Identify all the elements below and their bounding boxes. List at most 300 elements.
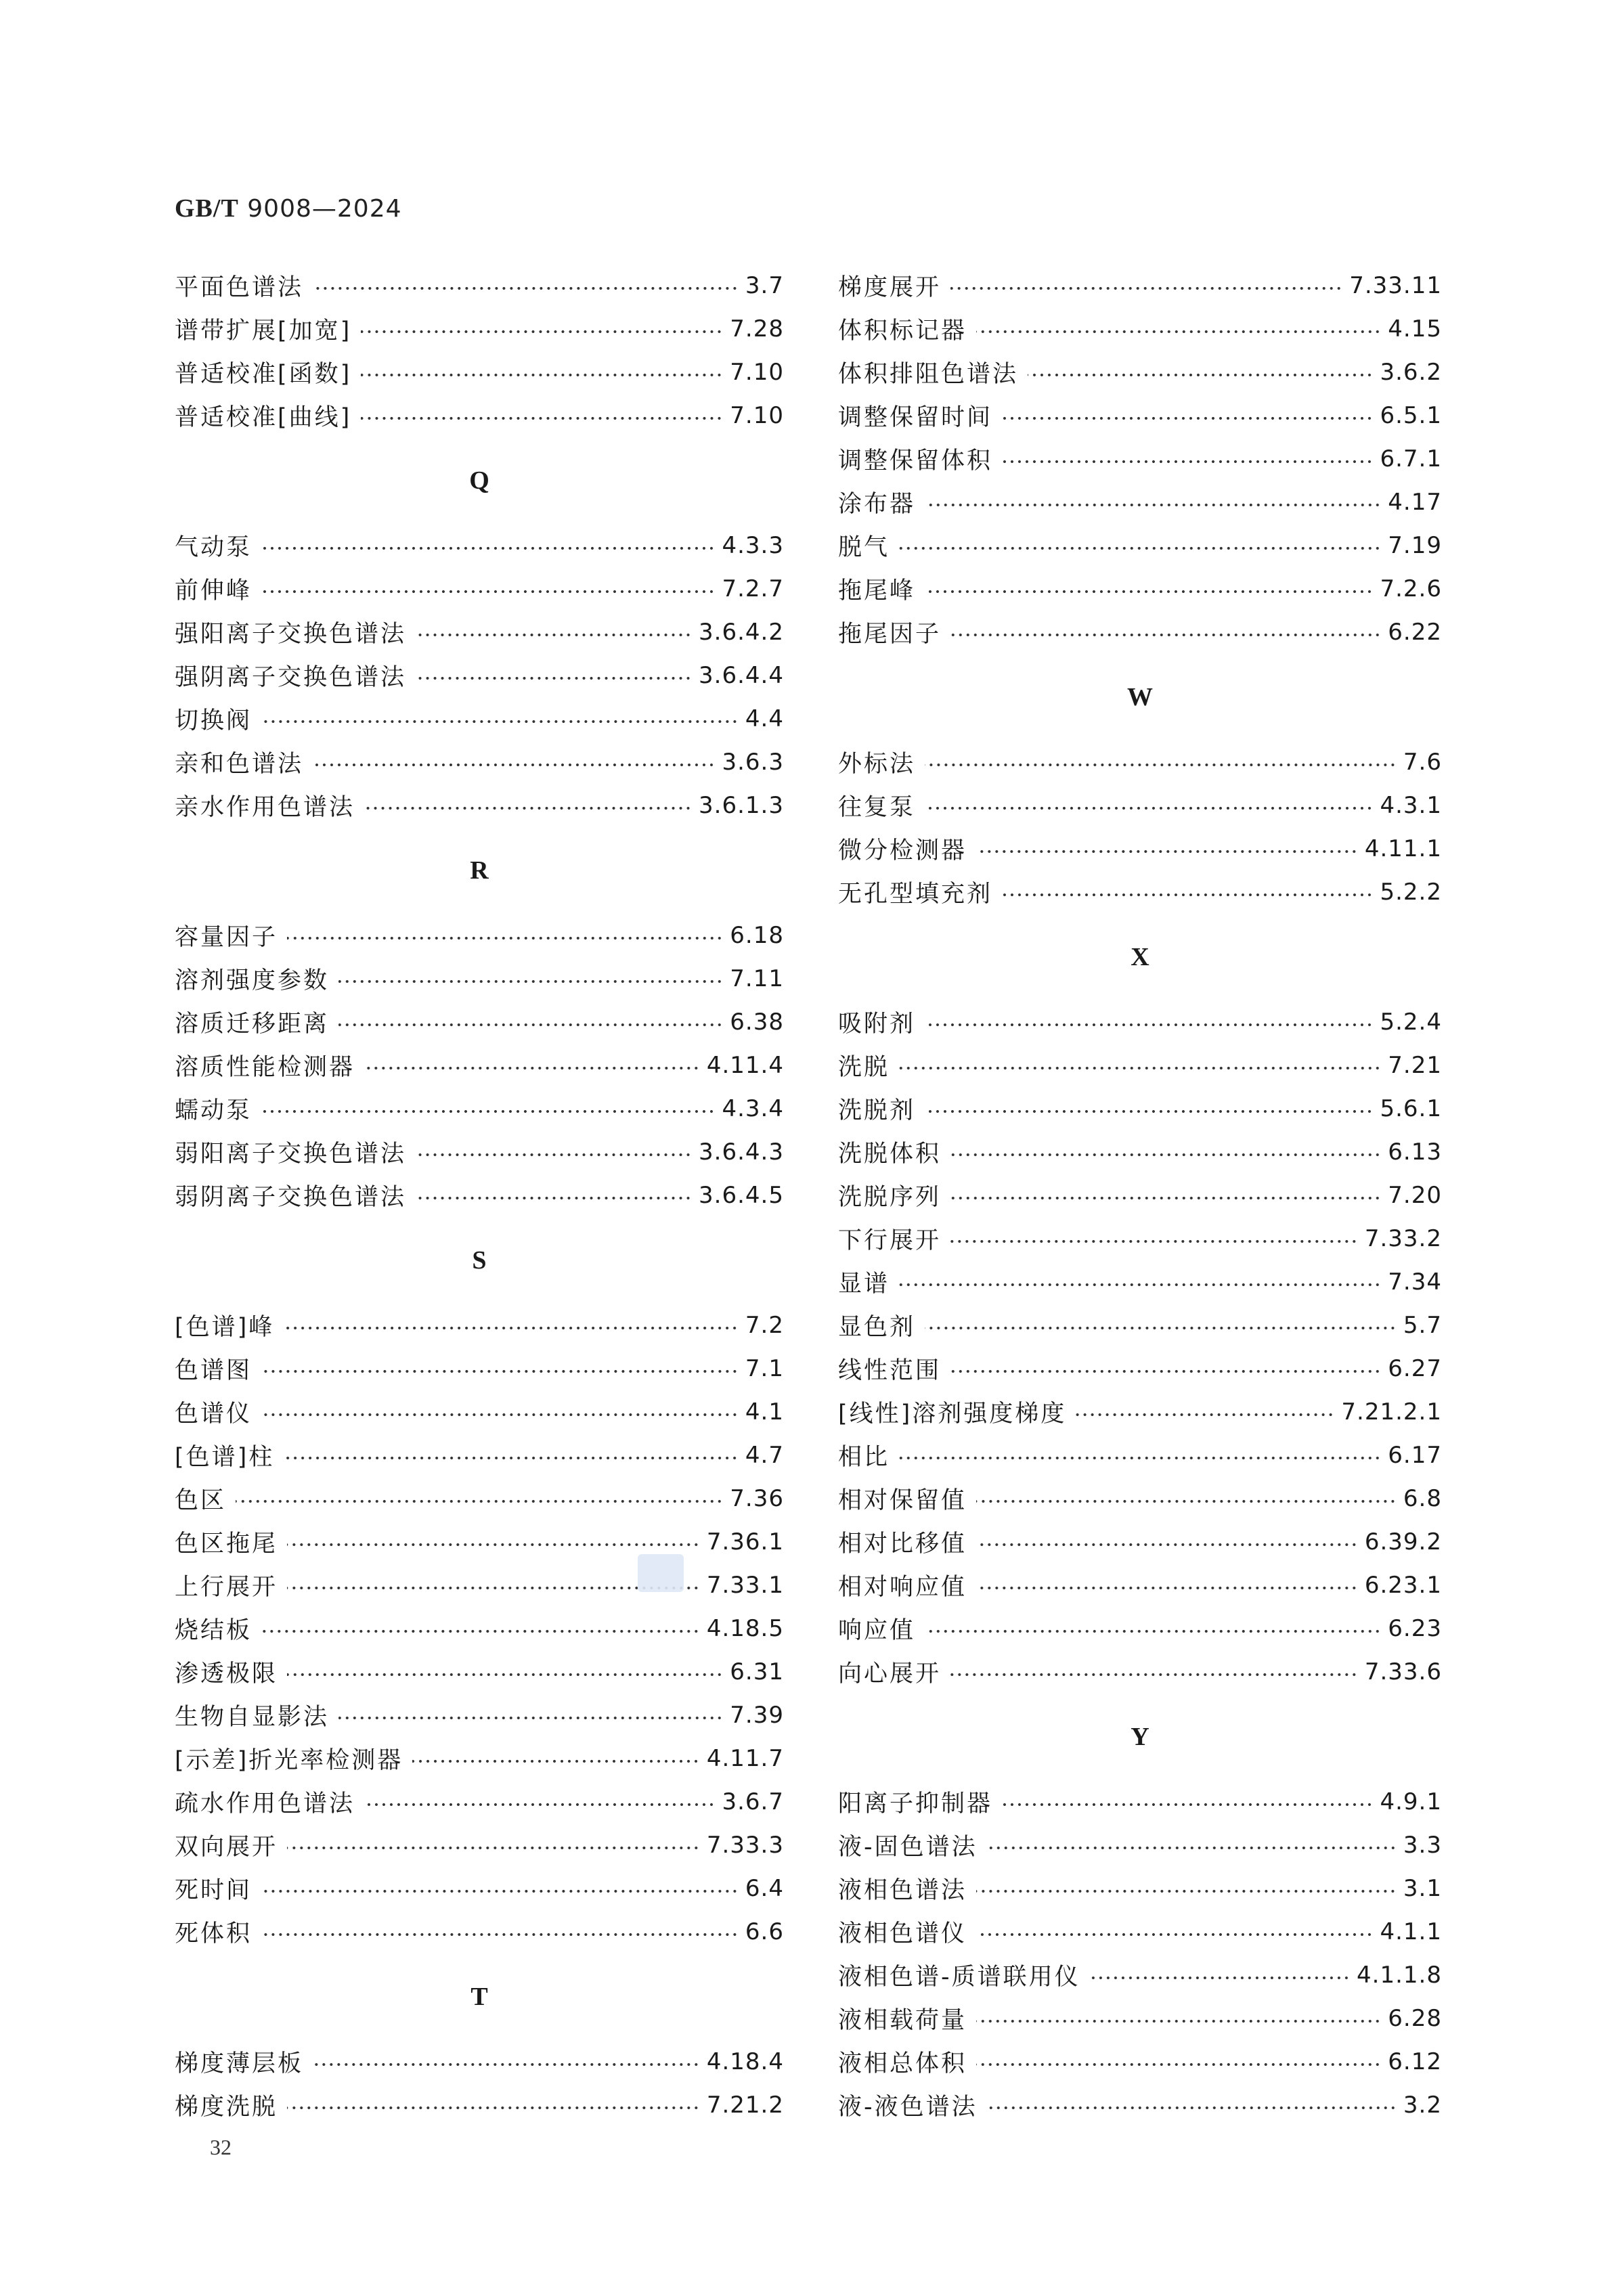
index-term: 死时间 xyxy=(175,1877,253,1904)
dot-leader xyxy=(925,503,1381,507)
clause-reference: 3.2 xyxy=(1403,2092,1442,2119)
index-entry xyxy=(838,1564,1442,1607)
clause-reference: 6.17 xyxy=(1388,1442,1442,1469)
clause-reference: 6.7.1 xyxy=(1380,445,1442,472)
dot-leader xyxy=(338,1716,723,1720)
section-letter: Y xyxy=(1131,1723,1149,1751)
dot-leader xyxy=(950,1196,1381,1200)
index-term: [示差]折光率检测器 xyxy=(175,1747,403,1774)
index-entry xyxy=(838,351,1442,394)
index-term: 液-液色谱法 xyxy=(838,2094,978,2121)
index-term: 相对保留值 xyxy=(838,1487,967,1514)
index-term: 弱阳离子交换色谱法 xyxy=(175,1141,407,1168)
dot-leader xyxy=(364,1803,715,1807)
index-term: 体积标记器 xyxy=(838,317,967,345)
index-term: 前伸峰 xyxy=(175,577,253,604)
index-term: 相比 xyxy=(838,1444,890,1471)
index-entry xyxy=(838,1867,1442,1910)
watermark-logo xyxy=(638,1554,684,1592)
index-entry xyxy=(175,1737,784,1780)
index-term: 吸附剂 xyxy=(838,1011,916,1038)
clause-reference: 7.33.1 xyxy=(706,1572,784,1599)
dot-leader xyxy=(976,1543,1358,1547)
index-entry xyxy=(175,307,784,351)
dot-leader xyxy=(416,633,692,637)
clause-reference: 4.11.7 xyxy=(706,1745,784,1772)
clause-reference: 4.11.1 xyxy=(1364,835,1442,862)
clause-reference: 6.13 xyxy=(1388,1139,1442,1166)
index-entry xyxy=(175,1694,784,1737)
clause-reference: 4.1.1.8 xyxy=(1357,1962,1442,1989)
index-term: 溶剂强度参数 xyxy=(175,967,330,994)
dot-leader xyxy=(1002,460,1373,464)
index-term: [色谱]峰 xyxy=(175,1314,275,1341)
index-term: 烧结板 xyxy=(175,1617,253,1644)
dot-leader xyxy=(976,2019,1381,2023)
index-entry xyxy=(838,1347,1442,1390)
index-entry xyxy=(838,2040,1442,2083)
index-term: 微分检测器 xyxy=(838,837,967,864)
index-term: 外标法 xyxy=(838,751,916,778)
index-term: 渗透极限 xyxy=(175,1660,278,1687)
clause-reference: 7.2 xyxy=(745,1312,784,1339)
clause-reference: 7.10 xyxy=(730,359,784,386)
clause-reference: 4.1 xyxy=(745,1398,784,1426)
index-entry xyxy=(838,1304,1442,1347)
index-entry xyxy=(838,611,1442,654)
index-entry xyxy=(838,1044,1442,1087)
dot-leader xyxy=(950,633,1381,637)
clause-reference: 6.6 xyxy=(745,1918,784,1945)
dot-leader xyxy=(261,590,715,594)
dot-leader xyxy=(925,590,1373,594)
index-entry xyxy=(838,1997,1442,2040)
index-term: 液相色谱仪 xyxy=(838,1920,967,1947)
dot-leader xyxy=(976,1933,1373,1937)
page-number: 32 xyxy=(210,2135,232,2159)
index-entry xyxy=(838,870,1442,914)
index-term: 生物自显影法 xyxy=(175,1704,330,1731)
clause-reference: 4.11.4 xyxy=(706,1052,784,1079)
dot-leader xyxy=(987,1846,1397,1850)
dot-leader xyxy=(261,1369,739,1373)
clause-reference: 7.33.11 xyxy=(1349,272,1442,299)
clause-reference: 4.3.1 xyxy=(1380,792,1442,819)
index-term: 强阴离子交换色谱法 xyxy=(175,664,407,691)
section-letter: T xyxy=(470,1983,488,2011)
clause-reference: 5.2.2 xyxy=(1380,879,1442,906)
clause-reference: 6.5.1 xyxy=(1380,402,1442,429)
clause-reference: 3.6.3 xyxy=(722,749,784,776)
clause-reference: 5.2.4 xyxy=(1380,1009,1442,1036)
dot-leader xyxy=(287,1543,700,1547)
index-term: [色谱]柱 xyxy=(175,1444,275,1471)
clause-reference: 4.3.4 xyxy=(722,1095,784,1122)
index-entry xyxy=(838,481,1442,524)
index-entry xyxy=(838,741,1442,784)
index-term: 相对比移值 xyxy=(838,1530,967,1558)
clause-reference: 4.18.4 xyxy=(706,2048,784,2075)
clause-reference: 7.36.1 xyxy=(706,1528,784,1555)
index-entry xyxy=(838,1477,1442,1520)
dot-leader xyxy=(284,1326,739,1330)
dot-leader xyxy=(976,2062,1381,2067)
index-term: 疏水作用色谱法 xyxy=(175,1790,355,1817)
index-term: 相对响应值 xyxy=(838,1574,967,1601)
index-term: 强阳离子交换色谱法 xyxy=(175,621,407,648)
index-entry xyxy=(175,394,784,437)
index-term: 弱阴离子交换色谱法 xyxy=(175,1184,407,1211)
clause-reference: 6.18 xyxy=(730,922,784,949)
clause-reference: 3.6.7 xyxy=(722,1788,784,1815)
index-entry xyxy=(175,1780,784,1824)
dot-leader xyxy=(1076,1413,1334,1417)
clause-reference: 7.11 xyxy=(730,965,784,992)
clause-reference: 6.12 xyxy=(1388,2048,1442,2075)
clause-reference: 3.6.4.5 xyxy=(699,1182,784,1209)
clause-reference: 7.2.7 xyxy=(722,575,784,602)
index-entry xyxy=(838,1650,1442,1694)
index-entry xyxy=(838,394,1442,437)
index-entry xyxy=(175,1910,784,1953)
dot-leader xyxy=(925,806,1373,810)
clause-reference: 4.9.1 xyxy=(1380,1788,1442,1815)
index-term: 拖尾峰 xyxy=(838,577,916,604)
index-term: 容量因子 xyxy=(175,924,278,951)
dot-leader xyxy=(925,1023,1373,1027)
clause-reference: 3.1 xyxy=(1403,1875,1442,1902)
index-entry xyxy=(838,827,1442,870)
index-term: 色谱图 xyxy=(175,1357,253,1384)
dot-leader xyxy=(287,1673,723,1677)
index-term: 上行展开 xyxy=(175,1574,278,1601)
index-entry xyxy=(175,351,784,394)
dot-leader xyxy=(925,1326,1397,1330)
index-entry xyxy=(175,1390,784,1434)
clause-reference: 3.7 xyxy=(745,272,784,299)
index-entry xyxy=(838,1824,1442,1867)
index-term: 蠕动泵 xyxy=(175,1097,253,1124)
clause-reference: 7.10 xyxy=(730,402,784,429)
dot-leader xyxy=(287,936,723,940)
clause-reference: 6.22 xyxy=(1388,619,1442,646)
dot-leader xyxy=(261,1109,715,1113)
index-entry xyxy=(175,957,784,1000)
index-entry xyxy=(838,1260,1442,1304)
dot-leader xyxy=(313,286,739,290)
index-entry xyxy=(175,1650,784,1694)
index-term: 切换阀 xyxy=(175,707,253,734)
dot-leader xyxy=(1002,416,1373,420)
clause-reference: 3.6.4.2 xyxy=(699,619,784,646)
index-term: 双向展开 xyxy=(175,1834,278,1861)
index-entry xyxy=(175,741,784,784)
dot-leader xyxy=(284,1456,739,1460)
clause-reference: 6.39.2 xyxy=(1364,1528,1442,1555)
dot-leader xyxy=(1028,373,1373,377)
dot-leader xyxy=(261,1933,739,1937)
dot-leader xyxy=(950,1673,1358,1677)
dot-leader xyxy=(412,1759,700,1763)
index-term: 下行展开 xyxy=(838,1227,942,1254)
dot-leader xyxy=(361,330,723,334)
dot-leader xyxy=(261,1629,700,1633)
dot-leader xyxy=(950,1369,1381,1373)
dot-leader xyxy=(364,1066,700,1070)
index-entry xyxy=(838,1780,1442,1824)
index-term: 普适校准[曲线] xyxy=(175,404,352,431)
dot-leader xyxy=(950,1239,1358,1243)
index-entry xyxy=(175,1347,784,1390)
index-entry xyxy=(175,1434,784,1477)
dot-leader xyxy=(261,546,715,550)
clause-reference: 6.28 xyxy=(1388,2005,1442,2032)
index-entry xyxy=(838,1520,1442,1564)
index-entry xyxy=(175,1174,784,1217)
dot-leader xyxy=(261,1413,739,1417)
index-term: 拖尾因子 xyxy=(838,621,942,648)
dot-leader xyxy=(416,1196,692,1200)
index-term: 体积排阻色谱法 xyxy=(838,361,1019,388)
clause-reference: 6.23 xyxy=(1388,1615,1442,1642)
index-term: 溶质迁移距离 xyxy=(175,1011,330,1038)
index-entry xyxy=(175,1520,784,1564)
clause-reference: 7.34 xyxy=(1388,1268,1442,1296)
index-term: 脱气 xyxy=(838,534,890,561)
index-term: 亲和色谱法 xyxy=(175,751,304,778)
clause-reference: 7.21.2.1 xyxy=(1341,1398,1442,1426)
index-entry xyxy=(175,567,784,611)
dot-leader xyxy=(1002,1803,1373,1807)
clause-reference: 3.6.2 xyxy=(1380,359,1442,386)
clause-reference: 4.3.3 xyxy=(722,532,784,559)
clause-reference: 3.6.4.3 xyxy=(699,1139,784,1166)
dot-leader xyxy=(950,286,1342,290)
clause-reference: 6.23.1 xyxy=(1364,1572,1442,1599)
dot-leader xyxy=(976,330,1381,334)
dot-leader xyxy=(261,1889,739,1893)
index-term: 谱带扩展[加宽] xyxy=(175,317,352,345)
clause-reference: 7.39 xyxy=(730,1702,784,1729)
index-term: 色谱仪 xyxy=(175,1400,253,1428)
clause-reference: 4.17 xyxy=(1388,489,1442,516)
index-term: 液相载荷量 xyxy=(838,2007,967,2034)
index-term: 显谱 xyxy=(838,1271,890,1298)
clause-reference: 4.4 xyxy=(745,705,784,732)
dot-leader xyxy=(899,1456,1381,1460)
index-entry xyxy=(838,1130,1442,1174)
dot-leader xyxy=(950,1153,1381,1157)
clause-reference: 7.6 xyxy=(1403,749,1442,776)
section-letter: Q xyxy=(469,466,489,495)
clause-reference: 6.4 xyxy=(745,1875,784,1902)
index-term: 涂布器 xyxy=(838,491,916,518)
dot-leader xyxy=(416,1153,692,1157)
clause-reference: 7.21 xyxy=(1388,1052,1442,1079)
index-entry xyxy=(175,1867,784,1910)
index-term: 向心展开 xyxy=(838,1660,942,1687)
index-term: 液相色谱法 xyxy=(838,1877,967,1904)
index-entry xyxy=(175,264,784,307)
index-term: 响应值 xyxy=(838,1617,916,1644)
dot-leader xyxy=(925,1109,1373,1113)
dot-leader xyxy=(364,806,692,810)
index-entry xyxy=(838,1434,1442,1477)
index-term: 普适校准[函数] xyxy=(175,361,352,388)
section-letter: S xyxy=(472,1246,487,1275)
index-term: [线性]溶剂强度梯度 xyxy=(838,1400,1067,1428)
dot-leader xyxy=(287,1846,700,1850)
index-term: 气动泵 xyxy=(175,534,253,561)
clause-reference: 6.31 xyxy=(730,1658,784,1685)
index-entry xyxy=(838,437,1442,481)
index-column-left xyxy=(175,264,784,2127)
dot-leader xyxy=(338,979,723,984)
clause-reference: 5.6.1 xyxy=(1380,1095,1442,1122)
clause-reference: 4.7 xyxy=(745,1442,784,1469)
index-entry xyxy=(838,524,1442,567)
dot-leader xyxy=(261,720,739,724)
index-entry xyxy=(838,784,1442,827)
index-entry xyxy=(838,1174,1442,1217)
clause-reference: 5.7 xyxy=(1403,1312,1442,1339)
index-entry xyxy=(838,1087,1442,1130)
dot-leader xyxy=(987,2106,1397,2110)
index-term: 无孔型填充剂 xyxy=(838,881,993,908)
dot-leader xyxy=(313,2062,700,2067)
index-entry xyxy=(175,611,784,654)
index-entry xyxy=(175,1130,784,1174)
clause-reference: 7.19 xyxy=(1388,532,1442,559)
dot-leader xyxy=(361,416,723,420)
index-term: 调整保留体积 xyxy=(838,447,993,474)
index-entry xyxy=(838,1000,1442,1044)
index-entry xyxy=(838,307,1442,351)
dot-leader xyxy=(899,546,1381,550)
dot-leader xyxy=(287,2106,700,2110)
index-term: 液相色谱-质谱联用仪 xyxy=(838,1964,1080,1991)
index-term: 溶质性能检测器 xyxy=(175,1054,355,1081)
dot-leader xyxy=(313,763,715,767)
index-term: 死体积 xyxy=(175,1920,253,1947)
index-term: 色区 xyxy=(175,1487,227,1514)
clause-reference: 7.20 xyxy=(1388,1182,1442,1209)
section-letter: X xyxy=(1131,943,1149,971)
clause-reference: 7.33.3 xyxy=(706,1832,784,1859)
document-header xyxy=(175,194,402,223)
index-entry xyxy=(838,1910,1442,1953)
index-entry xyxy=(175,1304,784,1347)
dot-leader xyxy=(976,1889,1397,1893)
index-entry xyxy=(838,1953,1442,1997)
clause-reference: 7.2.6 xyxy=(1380,575,1442,602)
index-term: 线性范围 xyxy=(838,1357,942,1384)
index-term: 梯度洗脱 xyxy=(175,2094,278,2121)
index-term: 液相总体积 xyxy=(838,2050,967,2077)
clause-reference: 7.33.2 xyxy=(1364,1225,1442,1252)
standard-code: GB/T xyxy=(175,194,239,223)
clause-reference: 4.1.1 xyxy=(1380,1918,1442,1945)
index-entry xyxy=(175,524,784,567)
clause-reference: 6.27 xyxy=(1388,1355,1442,1382)
dot-leader xyxy=(236,1499,723,1503)
index-term: 平面色谱法 xyxy=(175,274,304,301)
index-term: 往复泵 xyxy=(838,794,916,821)
index-entry xyxy=(175,1564,784,1607)
index-term: 洗脱剂 xyxy=(838,1097,916,1124)
clause-reference: 7.33.6 xyxy=(1364,1658,1442,1685)
index-entry xyxy=(175,914,784,957)
index-entry xyxy=(175,1824,784,1867)
section-letter: W xyxy=(1127,683,1153,711)
clause-reference: 7.28 xyxy=(730,315,784,343)
index-term: 色区拖尾 xyxy=(175,1530,278,1558)
index-entry xyxy=(175,1607,784,1650)
dot-leader xyxy=(361,373,723,377)
clause-reference: 4.15 xyxy=(1388,315,1442,343)
index-term: 调整保留时间 xyxy=(838,404,993,431)
clause-reference: 3.6.4.4 xyxy=(699,662,784,689)
index-column-right xyxy=(838,264,1442,2127)
clause-reference: 7.36 xyxy=(730,1485,784,1512)
index-entry xyxy=(175,1000,784,1044)
index-entry xyxy=(175,1044,784,1087)
index-term: 显色剂 xyxy=(838,1314,916,1341)
standard-number: 9008—2024 xyxy=(247,195,402,223)
index-entry xyxy=(838,264,1442,307)
dot-leader xyxy=(416,676,692,680)
dot-leader xyxy=(1090,1976,1350,1980)
clause-reference: 6.38 xyxy=(730,1009,784,1036)
index-entry xyxy=(175,2083,784,2127)
index-entry xyxy=(175,654,784,697)
dot-leader xyxy=(899,1066,1381,1070)
clause-reference: 6.8 xyxy=(1403,1485,1442,1512)
index-entry xyxy=(175,784,784,827)
clause-reference: 7.21.2 xyxy=(706,2092,784,2119)
index-entry xyxy=(175,2040,784,2083)
dot-leader xyxy=(976,1586,1358,1590)
clause-reference: 4.18.5 xyxy=(706,1615,784,1642)
index-entry xyxy=(838,567,1442,611)
index-term: 梯度展开 xyxy=(838,274,942,301)
dot-leader xyxy=(899,1283,1381,1287)
index-term: 梯度薄层板 xyxy=(175,2050,304,2077)
index-term: 液-固色谱法 xyxy=(838,1834,978,1861)
clause-reference: 3.6.1.3 xyxy=(699,792,784,819)
dot-leader xyxy=(976,1499,1397,1503)
dot-leader xyxy=(976,849,1358,854)
index-term: 洗脱体积 xyxy=(838,1141,942,1168)
index-entry xyxy=(175,697,784,741)
dot-leader xyxy=(338,1023,723,1027)
index-entry xyxy=(838,1390,1442,1434)
index-entry xyxy=(838,1217,1442,1260)
dot-leader xyxy=(925,1629,1381,1633)
index-entry xyxy=(175,1477,784,1520)
index-entry xyxy=(175,1087,784,1130)
index-entry xyxy=(838,1607,1442,1650)
index-term: 阳离子抑制器 xyxy=(838,1790,993,1817)
index-term: 洗脱 xyxy=(838,1054,890,1081)
dot-leader xyxy=(925,763,1397,767)
index-entry xyxy=(838,2083,1442,2127)
index-term: 洗脱序列 xyxy=(838,1184,942,1211)
section-letter: R xyxy=(470,856,489,885)
clause-reference: 7.1 xyxy=(745,1355,784,1382)
index-term: 亲水作用色谱法 xyxy=(175,794,355,821)
clause-reference: 3.3 xyxy=(1403,1832,1442,1859)
